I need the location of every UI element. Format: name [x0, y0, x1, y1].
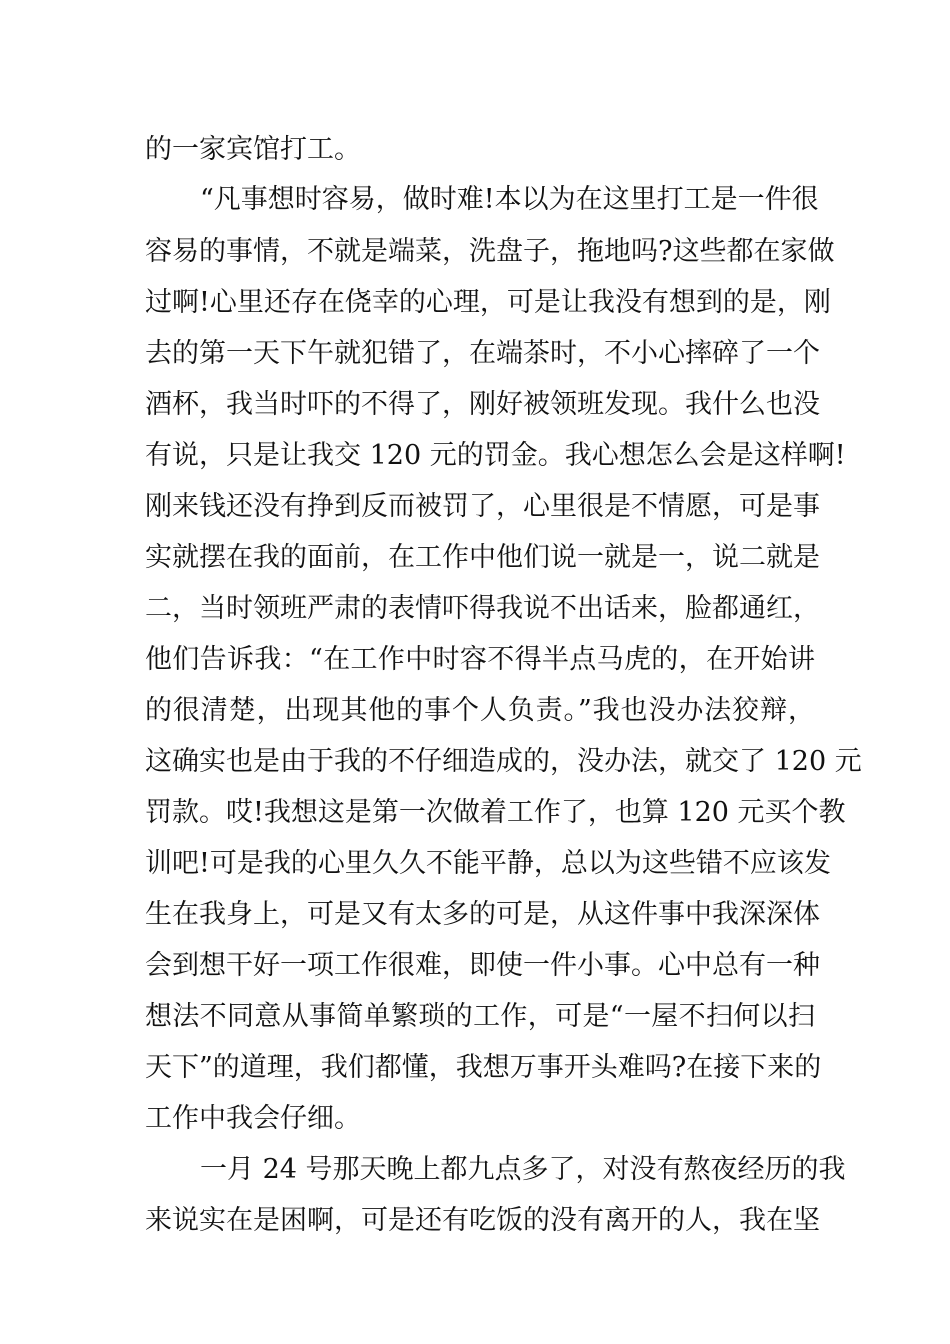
paragraph-first-line: “凡事想时容易，做时难!本以为在这里打工是一件很 [200, 184, 819, 215]
text-line: 天下”的道理，我们都懂，我想万事开头难吗?在接下来的 [145, 1052, 822, 1083]
text-line: 容易的事情，不就是端菜，洗盘子，拖地吗?这些都在家做 [145, 236, 835, 267]
text-line: 训吧!可是我的心里久久不能平静，总以为这些错不应该发 [145, 848, 831, 879]
text-line: 二，当时领班严肃的表情吓得我说不出话来，脸都通红， [145, 593, 820, 624]
text-line: 的很清楚，出现其他的事个人负责。”我也没办法狡辩， [145, 695, 815, 726]
text-line: 有说，只是让我交 120 元的罚金。我心想怎么会是这样啊! [145, 440, 846, 471]
text-line: 想法不同意从事简单繁琐的工作，可是“一屋不扫何以扫 [145, 1001, 815, 1032]
text-line: 实就摆在我的面前，在工作中他们说一就是一，说二就是 [145, 542, 820, 573]
text-line: 生在我身上，可是又有太多的可是，从这件事中我深深体 [145, 899, 820, 930]
text-line: 罚款。哎!我想这是第一次做着工作了，也算 120 元买个教 [145, 797, 846, 828]
text-line: 他们告诉我：“在工作中时容不得半点马虎的，在开始讲 [145, 644, 815, 675]
text-line: 过啊!心里还存在侥幸的心理，可是让我没有想到的是，刚 [145, 287, 831, 318]
text-line: 这确实也是由于我的不仔细造成的，没办法，就交了 120 元 [145, 746, 862, 777]
text-line: 去的第一天下午就犯错了，在端茶时，不小心摔碎了一个 [145, 338, 820, 369]
text-line: 的一家宾馆打工。 [145, 134, 361, 165]
text-line: 会到想干好一项工作很难，即使一件小事。心中总有一种 [145, 950, 820, 981]
paragraph-first-line: 一月 24 号那天晚上都九点多了，对没有熬夜经历的我 [200, 1154, 846, 1185]
text-line: 酒杯，我当时吓的不得了，刚好被领班发现。我什么也没 [145, 389, 820, 420]
text-line: 工作中我会仔细。 [145, 1103, 361, 1134]
text-line: 来说实在是困啊，可是还有吃饭的没有离开的人，我在坚 [145, 1205, 820, 1236]
text-line: 刚来钱还没有挣到反而被罚了，心里很是不情愿，可是事 [145, 491, 820, 522]
